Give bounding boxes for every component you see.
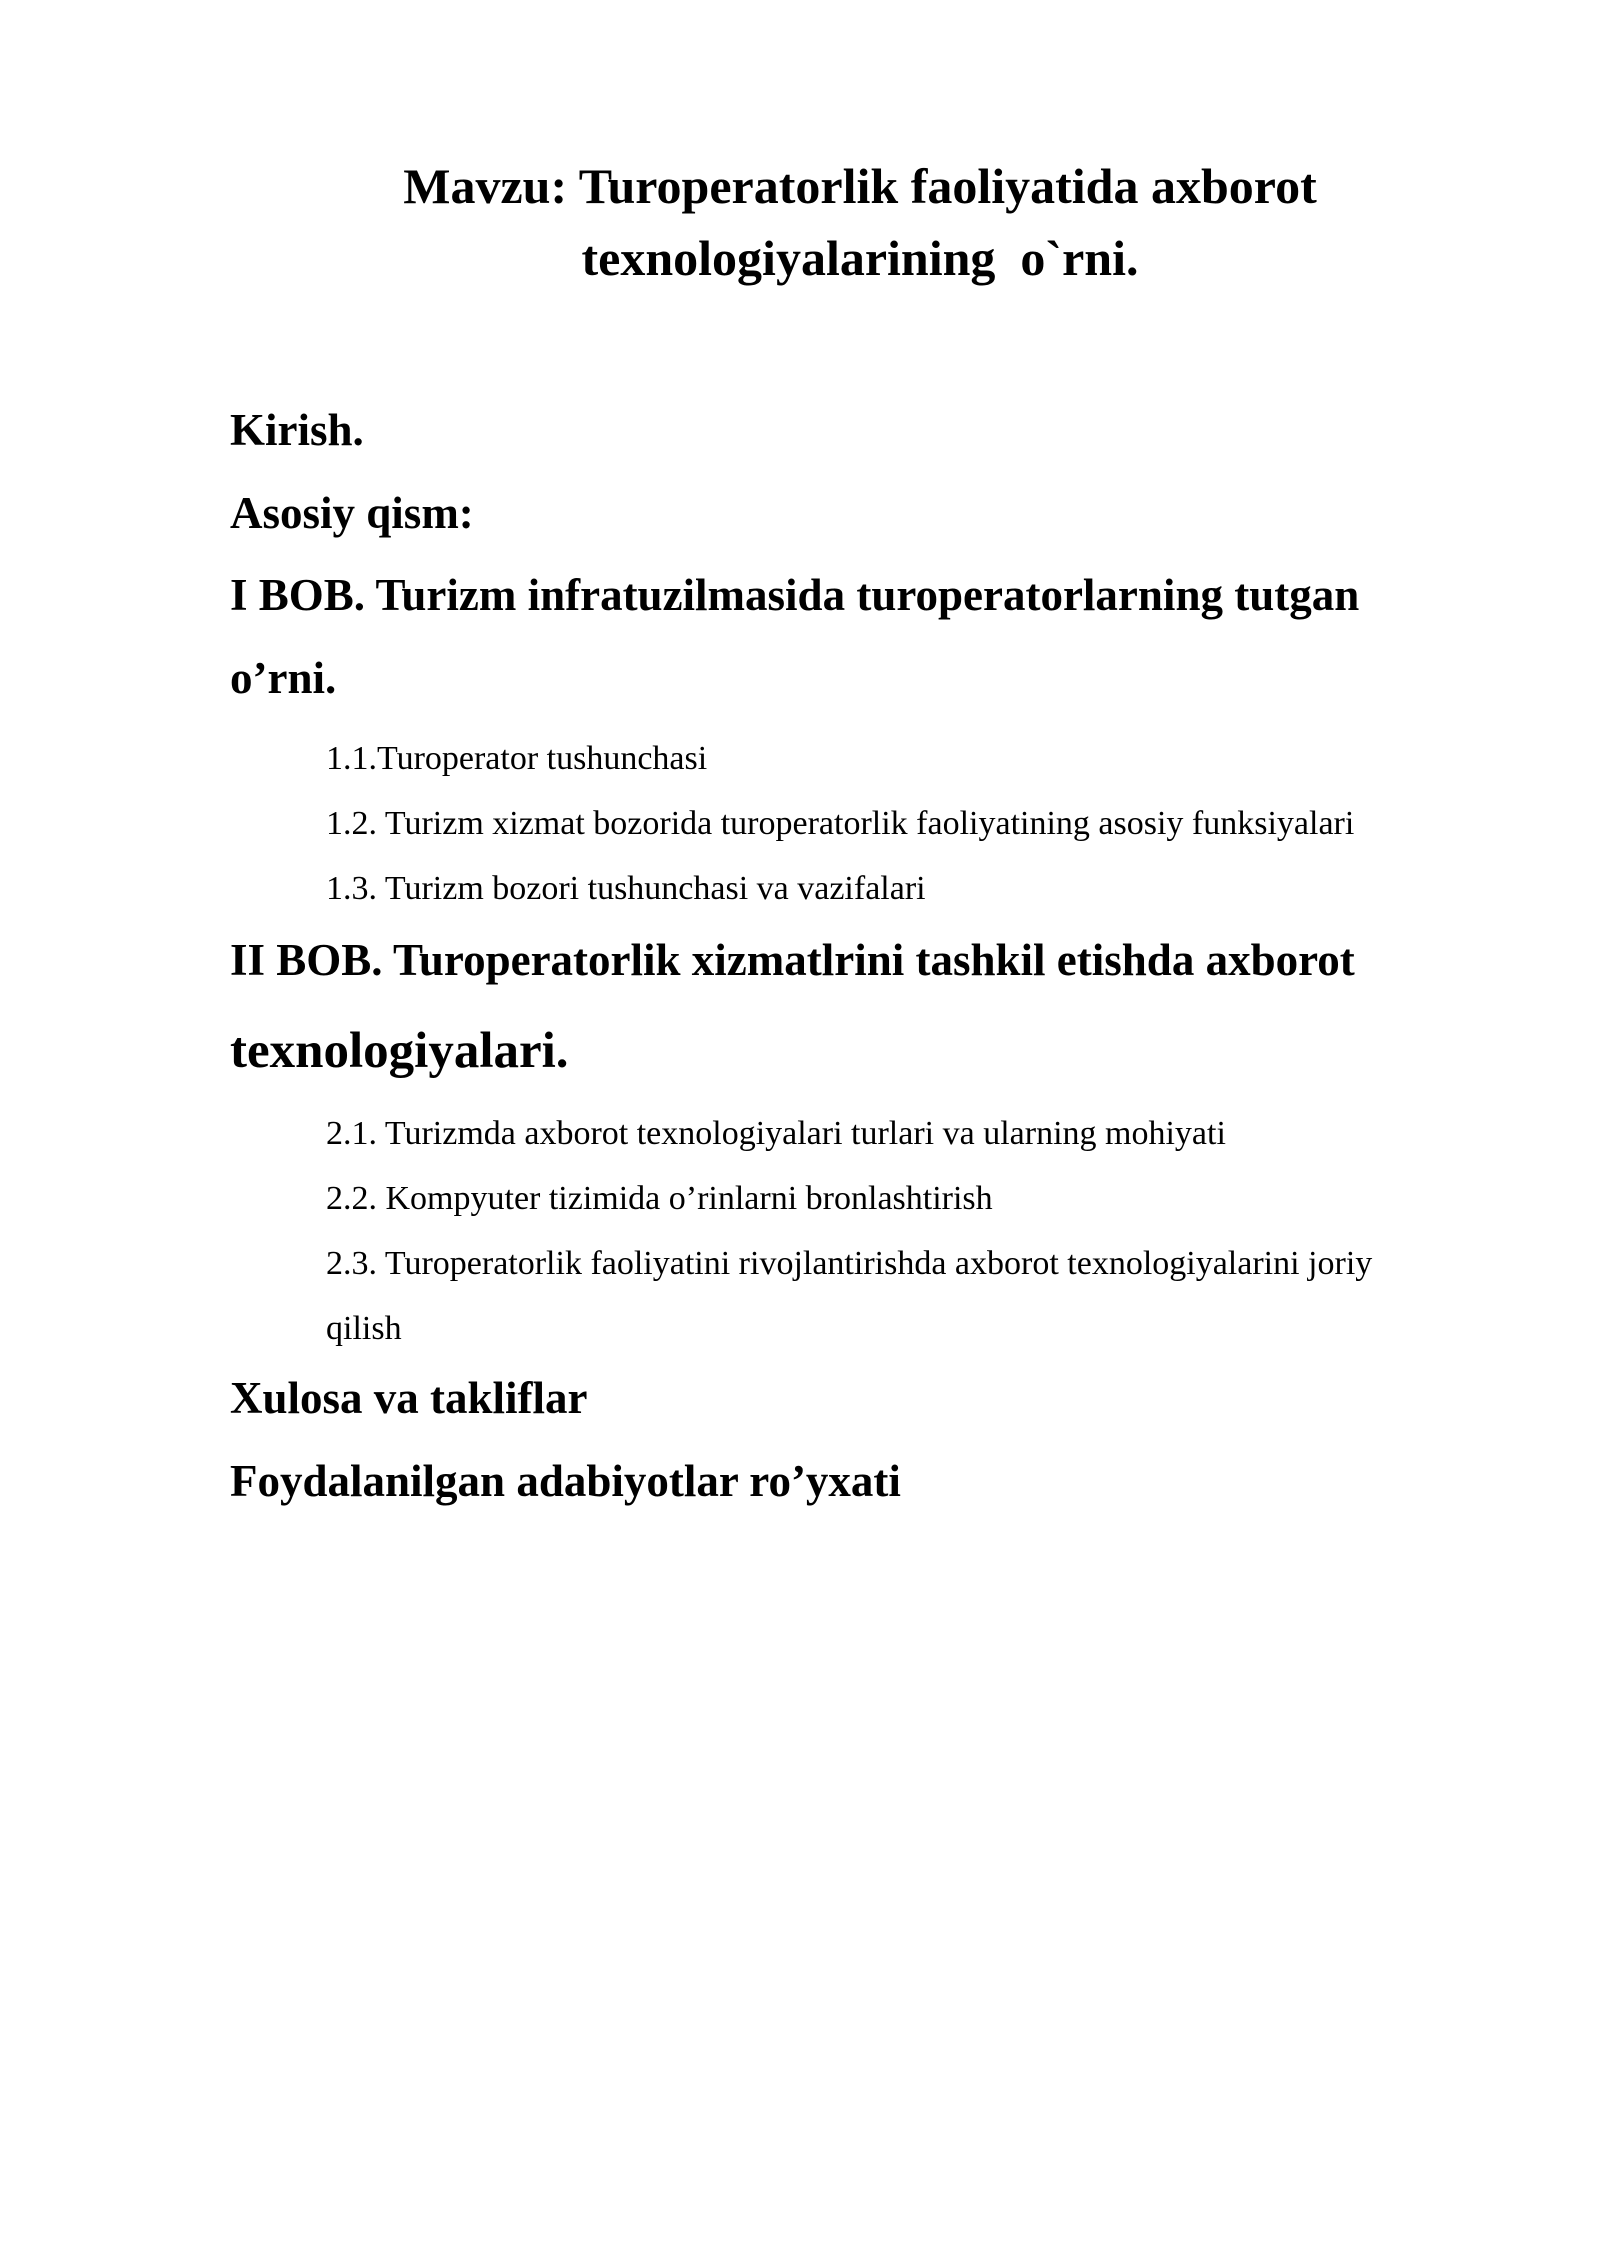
chapter2-heading-line-1: II BOB. Turoperatorlik xizmatlrini tashkil etishda axborot — [230, 935, 1355, 985]
main-part-heading: Asosiy qism: — [230, 488, 474, 538]
section-2-3-line-2: qilish — [326, 1310, 402, 1347]
chapter1-heading-line-1: I BOB. Turizm infratuzilmasida turoperatorlarning tutgan — [230, 570, 1360, 620]
section-2-2: 2.2. Kompyuter tizimida o’rinlarni bronlashtirish — [326, 1180, 993, 1217]
chapter2-heading-line-2: texnologiyalari. — [230, 1023, 569, 1079]
references-heading: Foydalanilgan adabiyotlar ro’yxati — [230, 1456, 901, 1506]
section-2-1: 2.1. Turizmda axborot texnologiyalari turlari va ularning mohiyati — [326, 1115, 1226, 1152]
title-line-2: texnologiyalarining o`rni. — [581, 230, 1139, 286]
title-line-1: Mavzu: Turoperatorlik faoliyatida axborot — [403, 158, 1317, 214]
conclusion-heading: Xulosa va takliflar — [230, 1373, 588, 1423]
chapter1-heading-line-2: o’rni. — [230, 653, 337, 703]
section-2-3-line-1: 2.3. Turoperatorlik faoliyatini rivojlantirishda axborot texnologiyalarini joriy — [326, 1245, 1373, 1282]
section-1-3: 1.3. Turizm bozori tushunchasi va vazifalari — [326, 870, 926, 907]
intro-heading: Kirish. — [230, 405, 364, 455]
section-1-2: 1.2. Turizm xizmat bozorida turoperatorlik faoliyatining asosiy funksiyalari — [326, 805, 1355, 842]
section-1-1: 1.1.Turoperator tushunchasi — [326, 740, 708, 777]
